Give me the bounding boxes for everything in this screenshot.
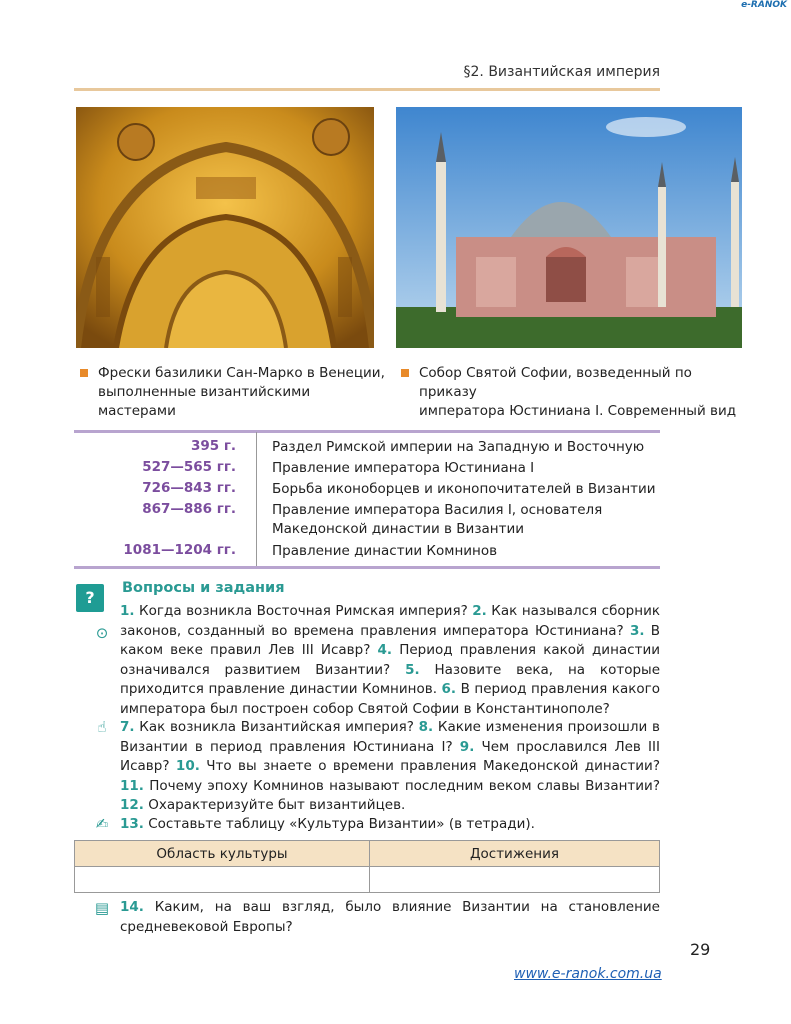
timeline-event: Правление императора Василия I, основателя Македонской династии в Византии bbox=[272, 502, 603, 537]
notebook-icon: ▤ bbox=[94, 899, 110, 917]
timeline-date: 395 г. bbox=[190, 438, 236, 454]
timeline-date: 867—886 гг. bbox=[142, 501, 236, 517]
question-badge-icon: ? bbox=[76, 584, 104, 612]
timeline-event: Правление императора Юстиниана I bbox=[272, 460, 535, 476]
table-cell bbox=[75, 867, 370, 893]
table-header-row bbox=[75, 841, 660, 867]
timeline-top-divider bbox=[74, 430, 660, 433]
page-number: 29 bbox=[690, 940, 711, 959]
target-icon: ⊙ bbox=[95, 624, 109, 642]
table-row bbox=[75, 867, 660, 893]
timeline-column-divider bbox=[256, 432, 257, 567]
timeline-date: 726—843 гг. bbox=[142, 480, 236, 496]
publisher-logo: e-RANOK bbox=[741, 0, 787, 10]
caption-right: Собор Святой Софии, возведенный по приказу императора Юстиниана I. Современный вид bbox=[419, 364, 739, 421]
question-13: 13. Составьте таблицу «Культура Византии» (в тетради). bbox=[120, 816, 535, 832]
timeline-bottom-divider bbox=[74, 566, 660, 569]
san-marco-fresco-image bbox=[76, 107, 374, 348]
timeline-event: Борьба иконоборцев и иконопочитателей в Византии bbox=[272, 481, 656, 497]
hagia-sophia-image bbox=[396, 107, 742, 348]
caption-left: Фрески базилики Сан-Марко в Венеции, выполненные византийскими мастерами bbox=[98, 364, 388, 421]
header-divider bbox=[74, 88, 660, 91]
table-header-culture-area: Область культуры bbox=[75, 841, 370, 867]
questions-group-1: 1. Когда возникла Восточная Римская империя? 2. Как назывался сборник законов, созданный во времена правления императора Юстиниана? 3. В каком веке правил Лев III Исавр? 4. Период правления какой династии означивался развитием Византии? 5. Назовите века, на которые приходится правление династии Комнинов. 6. В период правления какого императора был построен собор Святой Софии в Константинополе? bbox=[120, 603, 660, 717]
bullet-icon bbox=[401, 369, 409, 377]
question-14: 14. Каким, на ваш взгляд, было влияние Византии на становление средневековой Европы? bbox=[120, 899, 660, 935]
timeline-event: Правление династии Комнинов bbox=[272, 543, 498, 559]
table-cell bbox=[370, 867, 660, 893]
timeline-date: 527—565 гг. bbox=[142, 459, 236, 475]
table-header-achievements: Достижения bbox=[370, 841, 660, 867]
website-link[interactable]: www.e-ranok.com.ua bbox=[514, 966, 662, 982]
questions-group-2: 7. Как возникла Византийская империя? 8. Какие изменения произошли в Византии в период правления Юстиниана I? 9. Чем прославился Лев III Исавр? 10. Что вы знаете о времени правления Македонской династии? 11. Почему эпоху Комнинов называют последним веком славы Византии? 12. Охарактеризуйте быт византийцев. bbox=[120, 719, 660, 813]
timeline-date: 1081—1204 гг. bbox=[123, 542, 236, 558]
culture-table bbox=[74, 840, 660, 893]
questions-title: Вопросы и задания bbox=[122, 580, 285, 596]
timeline-event: Раздел Римской империи на Западную и Восточную bbox=[272, 439, 645, 455]
hand-pointer-icon: ☝ bbox=[97, 718, 107, 736]
bullet-icon bbox=[80, 369, 88, 377]
section-title: §2. Византийская империя bbox=[463, 64, 660, 80]
pen-writing-icon: ✍ bbox=[95, 815, 109, 833]
